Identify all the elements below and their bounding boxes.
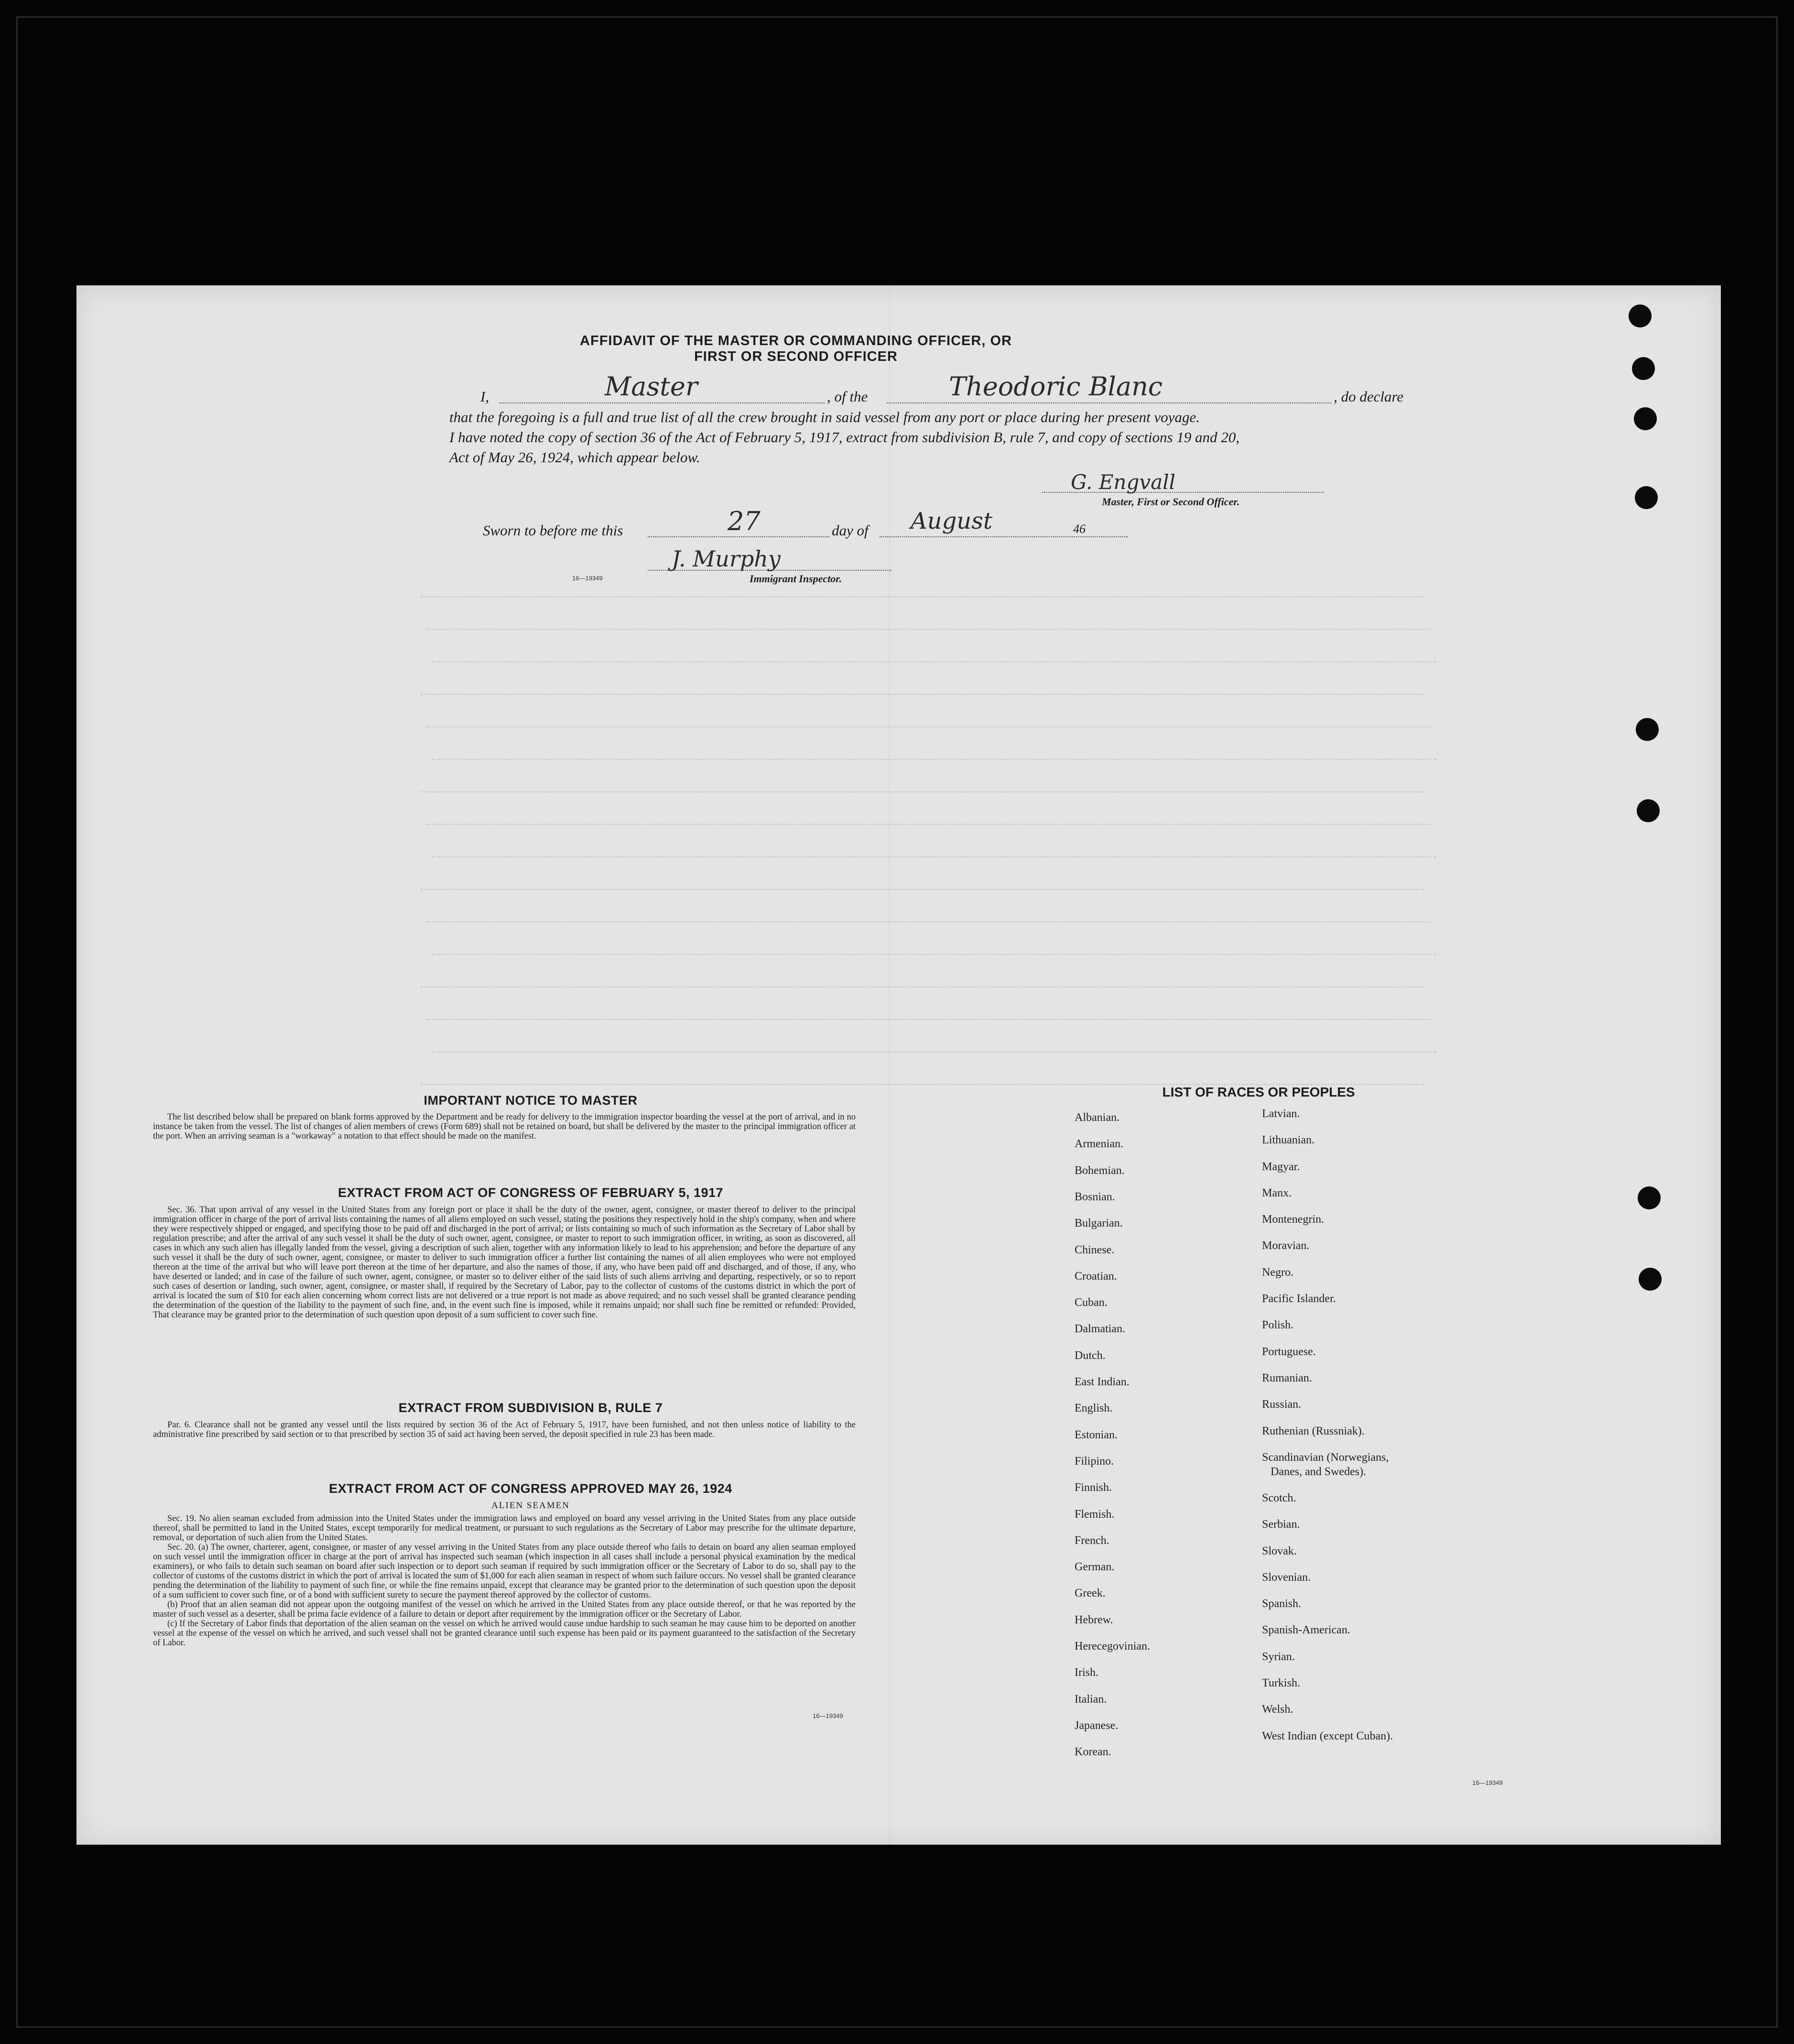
races-title: LIST OF RACES OR PEOPLES xyxy=(1162,1085,1355,1099)
bleed-row xyxy=(432,954,1436,957)
form-number-top: 16—19349 xyxy=(572,575,603,582)
extract-1924-text xyxy=(153,1514,856,1648)
race-entry: Pacific Islander. xyxy=(1262,1293,1336,1305)
form-number-left: 16—19349 xyxy=(813,1712,843,1719)
punch-hole xyxy=(1636,718,1659,741)
race-entry: Scandinavian (Norwegians, xyxy=(1262,1451,1389,1464)
race-entry: Italian. xyxy=(1075,1693,1107,1706)
race-entry: Manx. xyxy=(1262,1187,1292,1199)
page-fold xyxy=(889,285,890,1845)
inspector-caption: Immigrant Inspector. xyxy=(750,573,842,585)
affidavit-mid: , of the xyxy=(827,388,868,405)
race-entry: Magyar. xyxy=(1262,1161,1300,1173)
race-entry: Cuban. xyxy=(1075,1296,1108,1309)
bleed-row xyxy=(421,596,1424,599)
bleed-row xyxy=(432,661,1436,664)
affidavit-suffix: , do declare xyxy=(1334,388,1404,405)
affidavit-prefix: I, xyxy=(480,388,489,405)
alien-seamen-subtitle: ALIEN SEAMEN xyxy=(491,1500,570,1511)
handwritten-vessel: Theodoric Blanc xyxy=(949,371,1163,402)
race-entry: Lithuanian. xyxy=(1262,1134,1315,1146)
race-entry: Montenegrin. xyxy=(1262,1213,1324,1226)
race-entry: French. xyxy=(1075,1534,1109,1547)
section-20c-paragraph: (c) If the Secretary of Labor finds that deportation of the alien seaman on the vessel on which he arrived would cause undue hardship to such seaman he may cause him to be deported on another vessel at the expense of the vessel on which he arrived, and such vessel shall not be granted clearance until such expense has been paid or its payment guaranteed to the satisfaction of the Secretary of Labor. xyxy=(153,1619,856,1648)
bleed-row xyxy=(421,889,1424,892)
officer-caption: Master, First or Second Officer. xyxy=(1102,496,1240,508)
race-entry: Scotch. xyxy=(1262,1492,1296,1504)
race-entry: Syrian. xyxy=(1262,1651,1295,1663)
rule7-text xyxy=(153,1420,856,1439)
affidavit-title: AFFIDAVIT OF THE MASTER OR COMMANDING OFFICER, OR FIRST OR SECOND OFFICER xyxy=(580,333,1012,364)
sworn-day: 27 xyxy=(728,506,761,536)
punch-hole xyxy=(1629,304,1652,327)
race-entry: Turkish. xyxy=(1262,1677,1300,1689)
race-entry: English. xyxy=(1075,1402,1113,1414)
section-19-paragraph: Sec. 19. No alien seaman excluded from admission into the United States under the immigration laws and employed on board any vessel arriving in the United States from any place outside thereof, shall be permitted to land in the United States, except temporarily for medical treatment, or pursuant to such regulations as the Secretary of Labor may prescribe for the ultimate departure, removal, or deportation of such alien from the United States. xyxy=(153,1514,856,1543)
affidavit-line-2: that the foregoing is a full and true list of all the crew brought in said vessel from any port or place during her present voyage. xyxy=(449,409,1200,425)
race-entry: Bulgarian. xyxy=(1075,1217,1123,1229)
race-entry: Danes, and Swedes). xyxy=(1271,1466,1366,1478)
race-entry: Japanese. xyxy=(1075,1719,1119,1732)
race-entry: Latvian. xyxy=(1262,1108,1300,1120)
month-blank xyxy=(880,536,1128,537)
rule7-paragraph: Par. 6. Clearance shall not be granted any vessel until the lists required by section 36 of the Act of February 5, 1917, have been furnished, and not then unless notice of liability to the administrative fine prescribed by said section or to that prescribed by section 35 of said act having been served, the deposit specified in rule 23 has been made. xyxy=(153,1420,856,1439)
punch-hole xyxy=(1634,407,1657,430)
race-entry: Spanish. xyxy=(1262,1598,1302,1610)
rank-blank xyxy=(500,402,825,403)
rule7-title: EXTRACT FROM SUBDIVISION B, RULE 7 xyxy=(398,1401,663,1415)
section-20b-paragraph: (b) Proof that an alien seaman did not appear upon the outgoing manifest of the vessel on which he arrived in the United States from any place outside thereof, or that he was reported by the master of such vessel as a deserter, shall be prima facie evidence of a failure to detain or deport after requirement by the immigration officer or the Secretary of Labor. xyxy=(153,1600,856,1619)
race-entry: German. xyxy=(1075,1561,1115,1573)
punch-hole xyxy=(1632,357,1655,380)
bleed-row xyxy=(432,856,1436,859)
bleed-row xyxy=(432,1051,1436,1055)
race-entry: Portuguese. xyxy=(1262,1346,1316,1358)
bleed-row xyxy=(426,726,1430,729)
notice-paragraph: The list described below shall be prepared on blank forms approved by the Department and be ready for delivery to the immigration inspector boarding the vessel at the port of arrival, and in no instance be taken from the vessel. The list of changes of alien members of crews (Form 689) shall not be retained on board, but shall be delivered by the master to the principal immigration officer at the port. When an arriving seaman is a "workaway" a notation to that effect should be made on the manifest. xyxy=(153,1112,856,1141)
race-entry: Slovenian. xyxy=(1262,1571,1311,1584)
bleed-row xyxy=(421,791,1424,794)
race-entry: Estonian. xyxy=(1075,1429,1118,1441)
bleed-row xyxy=(426,629,1430,632)
affidavit-line-3: I have noted the copy of section 36 of the Act of February 5, 1917, extract from subdivision B, rule 7, and copy of sections 19 and 20, xyxy=(449,429,1240,446)
race-entry: Croatian. xyxy=(1075,1270,1117,1283)
race-entry: Chinese. xyxy=(1075,1244,1115,1256)
bleed-row xyxy=(421,694,1424,697)
punch-hole xyxy=(1635,486,1658,509)
punch-hole xyxy=(1637,799,1660,822)
punch-hole xyxy=(1639,1268,1662,1291)
officer-signature: G. Engvall xyxy=(1071,470,1175,494)
handwritten-rank: Master xyxy=(605,371,698,402)
bleed-row xyxy=(426,824,1430,827)
race-entry: Polish. xyxy=(1262,1319,1294,1331)
sworn-mid: day of xyxy=(832,522,869,539)
race-entry: Hebrew. xyxy=(1075,1614,1113,1626)
race-entry: Slovak. xyxy=(1262,1545,1297,1557)
race-entry: Greek. xyxy=(1075,1587,1106,1599)
race-entry: Bosnian. xyxy=(1075,1191,1115,1203)
race-entry: Rumanian. xyxy=(1262,1372,1312,1384)
race-entry: Dutch. xyxy=(1075,1349,1106,1362)
sworn-prefix: Sworn to before me this xyxy=(483,522,623,539)
day-blank xyxy=(648,536,829,537)
race-entry: Moravian. xyxy=(1262,1239,1310,1252)
race-entry: Spanish-American. xyxy=(1262,1624,1350,1636)
race-entry: Herecegovinian. xyxy=(1075,1640,1150,1653)
bleed-row xyxy=(432,759,1436,762)
race-entry: Armenian. xyxy=(1075,1138,1123,1150)
race-entry: Serbian. xyxy=(1262,1518,1300,1531)
punch-hole xyxy=(1638,1186,1661,1209)
race-entry: Irish. xyxy=(1075,1666,1098,1679)
race-entry: Finnish. xyxy=(1075,1481,1112,1494)
extract-1924-title: EXTRACT FROM ACT OF CONGRESS APPROVED MAY 26, 1924 xyxy=(329,1481,732,1496)
race-entry: Russian. xyxy=(1262,1398,1302,1411)
inspector-signature: J. Murphy xyxy=(672,546,781,572)
race-entry: Dalmatian. xyxy=(1075,1323,1125,1335)
section-20a-paragraph: Sec. 20. (a) The owner, charterer, agent, consignee, or master of any vessel arriving in the United States from any place outside thereof who fails to detain on board any alien seaman employed on such vessel until the immigration officer in charge at the port of arrival has inspected such seaman (which inspection in all cases shall include a personal physical examination by the medical examiners), or who fails to detain such seaman on board after such inspection or to deport such seaman if required by such immigration officer or the Secretary of Labor to do so, shall pay to the collector of customs of the customs district in which the port of arrival is located the sum of $1,000 for each alien seaman in respect of whom such failure occurs. No vessel shall be granted clearance pending the determination of the liability to payment of such fine, or while the fine remains unpaid, except that clearance may be granted prior to the determination of such question upon the deposit of a sum sufficient to cover such fine, or of a bond with sufficient surety to secure the payment thereof approved by the collector of customs. xyxy=(153,1543,856,1600)
form-number-right: 16—19349 xyxy=(1472,1779,1503,1786)
sworn-year: 46 xyxy=(1073,522,1086,536)
race-entry: Korean. xyxy=(1075,1746,1111,1758)
notice-text xyxy=(153,1112,856,1141)
vessel-blank xyxy=(887,402,1331,403)
extract-1917-paragraph: Sec. 36. That upon arrival of any vessel in the United States from any foreign port or place it shall be the duty of the owner, agent, consignee, or master thereof to deliver to the principal immigration officer in charge of the port of arrival lists containing the names of all aliens employed on such vessel, stating the positions they respectively hold in the ship's company, when and where they were respectively shipped or engaged, and specifying those to be paid off and discharged in the port of arrival; or lists containing so much of such information as the Secretary of Labor shall by regulation prescribe; and after the arrival of any such vessel it shall be the duty of such owner, agent, consignee, or master to report to such immigration officer, in writing, as soon as discovered, all cases in which any such alien has illegally landed from the vessel, giving a description of such alien, together with any information likely to lead to his apprehension; and before the departure of any such vessel it shall be the duty of such owner, agent, consignee, or master to deliver to such immigration officer a further list containing the names of all alien employees who were not employed thereon at the time of the arrival but who will leave port thereon at the time of her departure, and also the names of those, if any, who have been paid off and discharged, and of those, if any, who have deserted or landed; and in case of the failure of such owner, agent, consignee, or master so to deliver either of the said lists of such aliens arriving and departing, respectively, or so to report such cases of desertion or landing, such owner, agent, consignee, or master shall, if required by the Secretary of Labor, pay to the collector of customs of the customs district in which the port of arrival is located the sum of $10 for each alien concerning whom correct lists are not delivered or a true report is not made as above required; and no such vessel shall be granted clearance pending the determination of the question of the liability to the payment of such fine, and, in the event such fine is imposed, while it remains unpaid; nor shall such fine be remitted or refunded: Provided, That clearance may be granted prior to the determination of such question upon deposit of a sum sufficient to cover such fine. xyxy=(153,1205,856,1320)
extract-1917-title: EXTRACT FROM ACT OF CONGRESS OF FEBRUARY 5, 1917 xyxy=(337,1185,724,1200)
race-entry: Flemish. xyxy=(1075,1508,1115,1521)
race-entry: Welsh. xyxy=(1262,1703,1294,1716)
race-entry: Bohemian. xyxy=(1075,1164,1125,1177)
document-page xyxy=(76,285,1721,1845)
race-entry: West Indian (except Cuban). xyxy=(1262,1730,1393,1742)
bleed-row xyxy=(421,986,1424,989)
affidavit-line-4: Act of May 26, 1924, which appear below. xyxy=(449,449,700,466)
extract-1917-text xyxy=(153,1205,856,1320)
race-entry: Negro. xyxy=(1262,1266,1294,1279)
race-entry: East Indian. xyxy=(1075,1376,1130,1388)
race-entry: Filipino. xyxy=(1075,1455,1114,1468)
bleed-row xyxy=(426,1019,1430,1022)
race-entry: Albanian. xyxy=(1075,1111,1120,1124)
bleed-row xyxy=(426,921,1430,924)
race-entry: Ruthenian (Russniak). xyxy=(1262,1425,1365,1437)
sworn-month: August xyxy=(911,508,993,534)
notice-title: IMPORTANT NOTICE TO MASTER xyxy=(424,1093,638,1108)
